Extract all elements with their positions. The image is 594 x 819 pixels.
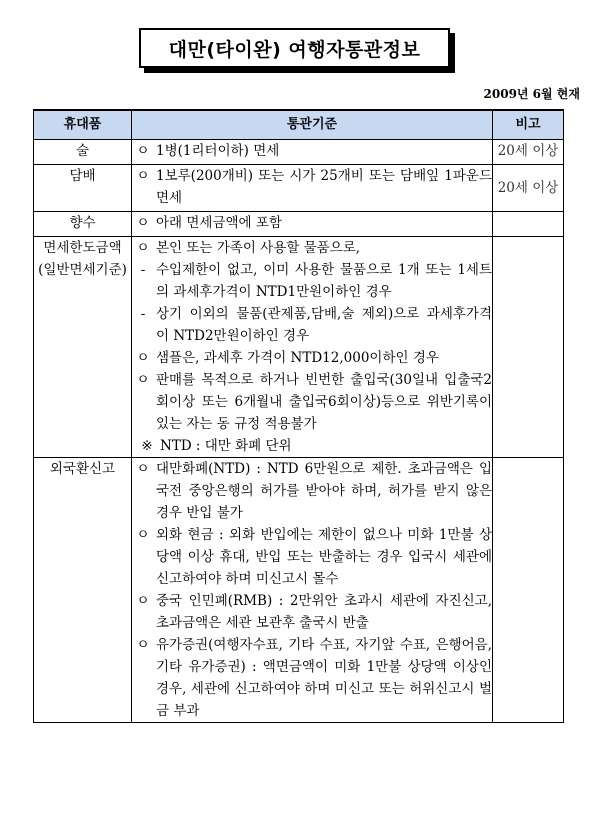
table-row <box>34 212 564 237</box>
standard-text: 아래 면세금액에 포함 <box>156 215 282 231</box>
standard-line <box>132 435 492 457</box>
bullet-mark: ㅇ <box>136 143 150 159</box>
standard-line <box>132 524 492 590</box>
item-label: 담배 <box>69 168 96 184</box>
standard-cell <box>132 165 493 212</box>
standard-text: 1병(1리터이하) 면세 <box>156 143 280 159</box>
standard-line <box>132 458 492 524</box>
standard-line <box>132 369 492 435</box>
bullet-mark: ㅇ <box>136 350 150 366</box>
standard-line <box>132 590 492 634</box>
standard-cell <box>132 458 493 723</box>
item-label: 면세한도금액 <box>43 240 122 256</box>
customs-table <box>33 109 564 723</box>
standard-line <box>132 259 492 303</box>
standard-text: 판매를 목적으로 하거나 빈번한 출입국(30일내 입출국2회이상 또는 6개월내 출입국6회이상)등으로 위반기록이 있는 자는 동 규정 적용불가 <box>156 372 492 432</box>
standard-line <box>132 347 492 369</box>
page-title: 대만(타이완) 여행자통관정보 <box>168 38 421 61</box>
table-row <box>34 165 564 212</box>
date-line: 2009년 6월 현재 <box>483 87 580 101</box>
bullet-mark: ㅇ <box>136 593 150 609</box>
bullet-mark: ㅇ <box>136 527 150 543</box>
item-cell <box>34 237 132 458</box>
item-label: 외국환신고 <box>49 461 116 477</box>
standard-text: 수입제한이 없고, 이미 사용한 물품으로 1개 또는 1세트의 과세후가격이 NTD1만원이하인 경우 <box>156 262 492 300</box>
standard-text: NTD : 대만 화폐 단위 <box>160 438 292 454</box>
bullet-mark: ㅇ <box>136 215 150 231</box>
standard-line <box>132 165 492 209</box>
note-cell <box>493 140 564 165</box>
table-row <box>34 458 564 723</box>
standard-line <box>132 634 492 722</box>
note-cell <box>493 237 564 458</box>
item-label: 향수 <box>69 215 96 231</box>
table-header-row <box>34 110 564 140</box>
bullet-mark: ㅇ <box>136 372 150 388</box>
item-cell <box>34 458 132 723</box>
standard-text: 외화 현금 : 외화 반입에는 제한이 없으나 미화 1만불 상당액 이상 휴대, 반입 또는 반출하는 경우 입국시 세관에 신고하여야 하며 미신고시 몰수 <box>156 527 492 587</box>
standard-text: 유가증권(여행자수표, 기타 수표, 자기앞 수표, 은행어음, 기타 유가증권) : 액면금액이 미화 1만불 상당액 이상인 경우, 세관에 신고하여야 하며 미신고 또는 허위신고시 벌금 부과 <box>156 637 492 719</box>
table-row <box>34 140 564 165</box>
standard-cell <box>132 237 493 458</box>
standard-cell <box>132 212 493 237</box>
standard-text: 상기 이외의 물품(관제품,담배,술 제외)으로 과세후가격이 NTD2만원이하인 경우 <box>156 306 492 344</box>
standard-line <box>132 303 492 347</box>
item-cell <box>34 212 132 237</box>
bullet-mark: ㅇ <box>136 461 150 477</box>
standard-text: 샘플은, 과세후 가격이 NTD12,000이하인 경우 <box>156 350 439 366</box>
note-text: 20세 이상 <box>497 143 559 159</box>
note-cell <box>493 458 564 723</box>
note-text: 20세 이상 <box>497 180 559 196</box>
reference-mark: ※ <box>141 438 153 454</box>
standard-text: 1보루(200개비) 또는 시가 25개비 또는 담배잎 1파운드 면세 <box>156 168 492 206</box>
header-note: 비고 <box>493 110 564 140</box>
bullet-mark: ㅇ <box>136 637 150 653</box>
note-cell <box>493 212 564 237</box>
item-cell <box>34 165 132 212</box>
item-label: 술 <box>75 143 90 159</box>
item-cell <box>34 140 132 165</box>
standard-text: 중국 인민폐(RMB) : 2만위안 초과시 세관에 자진신고, 초과금액은 세관 보관후 출국시 반출 <box>156 593 492 631</box>
standard-cell <box>132 140 493 165</box>
standard-line <box>132 237 492 259</box>
standard-text: 대만화폐(NTD) : NTD 6만원으로 제한. 초과금액은 입국전 중앙은행의 허가를 받아야 하며, 허가를 받지 않은 경우 반입 불가 <box>156 461 492 521</box>
dash-mark: - <box>140 306 146 322</box>
standard-line <box>132 212 492 234</box>
header-standard: 통관기준 <box>132 110 493 140</box>
bullet-mark: ㅇ <box>136 168 150 184</box>
standard-line <box>132 140 492 162</box>
item-label-sub: (일반면세기준) <box>38 262 127 278</box>
note-cell <box>493 165 564 212</box>
title-box <box>139 28 450 68</box>
table-row <box>34 237 564 458</box>
bullet-mark: ㅇ <box>136 240 150 256</box>
dash-mark: - <box>140 262 146 278</box>
header-item: 휴대품 <box>34 110 132 140</box>
standard-text: 본인 또는 가족이 사용할 물품으로, <box>156 240 361 256</box>
